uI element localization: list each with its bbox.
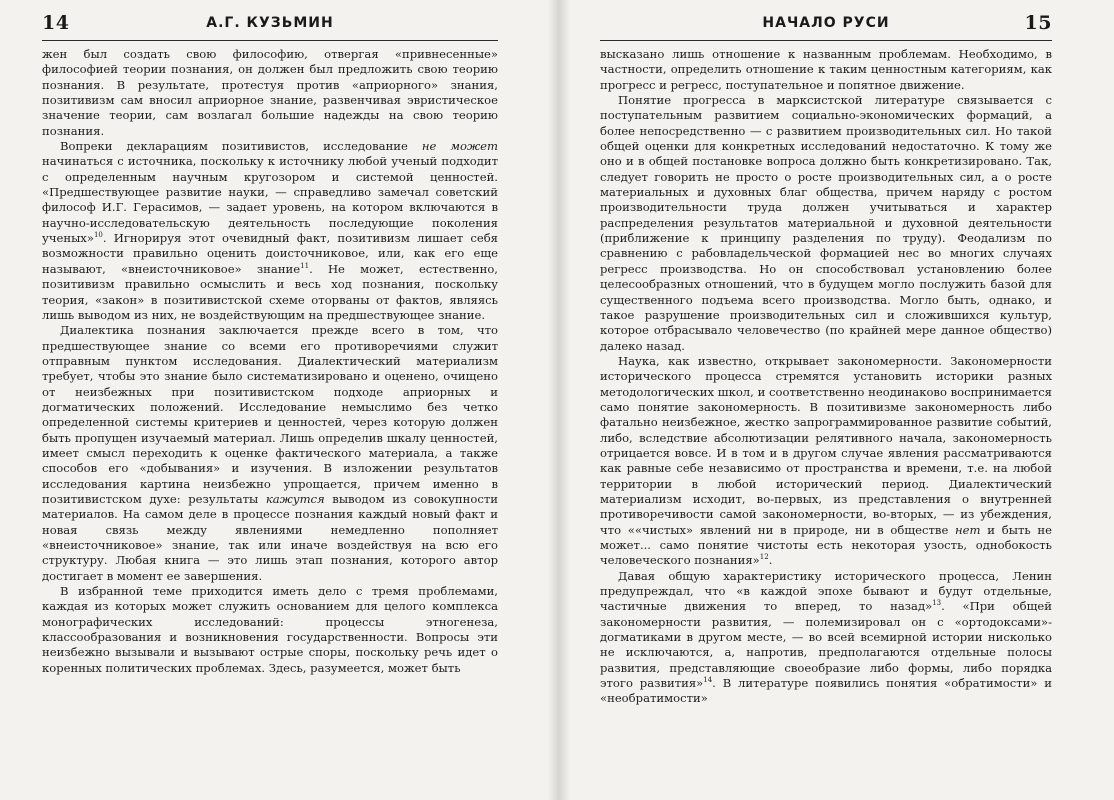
text-run: Понятие прогресса в марксистской литературе связывается с поступательным развитием социально-экономических формаций, а более непосредственно — с развитием производительных сил. Но такой общей оценки для конкретных исследований недостаточно. К тому же оно и в общей постановке вопроса должно быть конкретизировано. Так, следует говорить не просто о росте производительных сил, а о росте материальных и духовных благ общества, причем наряду с ростом производительности труда должен учитываться и характер распределения результатов материальной и духовной деятельности (приближение к принципу разделения по труду). Феодализм по сравнению с рабовладельческой формацией нес во многих случаях регресс производства. Но он способствовал установлению более целесообразных отношений, что в будущем могло послужить базой для существенного подъема всего производства. Могло быть, однако, и такое разрушение производительных сил и сложившихся культур, которое отбрасывало человечество (по крайней мере данное общество) далеко назад. [600, 93, 1052, 353]
text-run: Давая общую характеристику исторического процесса, Ленин предупреждал, что «в каждой эпохе бывают и будут отдельные, частичные движения то вперед, то назад» [600, 568, 1052, 614]
text-run: выводом из совокупности материалов. На самом деле в процессе познания каждый новый факт и новая связь между явлениями немедленно пополняет «внеисточниковое» знание, так или иначе воздействуя на всю его структуру. Любая книга — это лишь этап познания, которого автор достигает в момент ее завершения. [42, 491, 498, 583]
paragraph [42, 47, 498, 139]
emphasis-text: не может [421, 139, 498, 154]
left-running-head-title: А.Г. КУЗЬМИН [206, 15, 334, 31]
text-run: . «При общей закономерности развития, — полемизировал он с «ортодоксами»-догматиками в другом месте, — во всей всемирной истории нисколько не исключаются, а, напротив, предполагаются отдельные полосы развития, представляющие своеобразие либо формы, либо порядка этого развития» [600, 599, 1052, 691]
footnote-marker: 12 [759, 553, 769, 562]
text-run: . [768, 553, 773, 568]
right-page-text [600, 47, 1052, 707]
text-run: высказано лишь отношение к названным проблемам. Необходимо, в частности, определить отношение к таким ценностным категориям, как прогресс и регресс, поступательное и попятное движение. [600, 47, 1052, 92]
right-running-head [600, 12, 1052, 41]
right-page-number: 15 [1024, 12, 1052, 34]
left-page [42, 12, 498, 792]
footnote-marker: 11 [300, 261, 310, 270]
paragraph [42, 584, 498, 676]
text-run: начинаться с источника, поскольку к источнику любой ученый подходит с определенным научным кругозором и системой ценностей. «Предшествующее развитие науки, — справедливо замечал советский философ И.Г. Герасимов, — задает уровень, на котором включаются в научно-исследовательскую деятельность последующие поколения ученых» [42, 154, 498, 246]
paragraph [42, 323, 498, 584]
right-running-head-title: НАЧАЛО РУСИ [762, 15, 890, 31]
left-page-text [42, 47, 498, 676]
text-run: жен был создать свою философию, отвергая «привнесенные» философией теории познания, он должен был предложить свою теорию познания. В результате, протестуя против «априорного» знания, позитивизм сам вносил априорное знание, развенчивая эвристическое значение теории, сам возлагал большие надежды на свою теорию познания. [42, 47, 498, 138]
left-page-number: 14 [42, 12, 70, 34]
text-run: Наука, как известно, открывает закономерности. Закономерности исторического процесса стремятся установить историки разных методологических школ, и соответственно неодинаково воспринимается само понятие закономерность. В позитивизме закономерность либо фатально неизбежное, жестко запрограммированное развитие событий, либо, вследствие абсолютизации релятивного начала, закономерность отрицается вовсе. И в том и в другом случае явления рассматриваются как равные себе независимо от пространства и времени, т.е. на любой территории в любой исторический период. Диалектический материализм исходит, во-первых, из представления о внутренней противоречивости самой закономерности, во-вторых, — из убеждения, что ««чистых» явлений ни в природе, ни в обществе [600, 353, 1052, 537]
right-page [600, 12, 1052, 792]
paragraph [600, 569, 1052, 707]
text-run: Диалектика познания заключается прежде всего в том, что предшествующее знание со всеми его противоречиями служит отправным пунктом исследования. Диалектический материализм требует, чтобы это знание было систематизировано и оценено, очищено от неизбежных при позитивистском подходе априорных и догматических положений. Исследование немыслимо без четко определенной системы критериев и ценностей, через которую должен быть пропущен изучаемый материал. Лишь определив шкалу ценностей, имеет смысл переходить к оценке фактического материала, а также способов его «добывания» и изучения. В изложении результатов исследования картина неизбежно упрощается, причем именно в позитивистском духе: результаты [42, 323, 498, 506]
footnote-marker: 14 [703, 676, 713, 685]
paragraph [600, 354, 1052, 569]
text-run: и быть не может... само понятие чистоты есть некоторая узость, однобокость человеческого познания» [600, 522, 1052, 568]
paragraph [600, 93, 1052, 354]
book-gutter [548, 0, 570, 800]
paragraph [600, 47, 1052, 93]
paragraph [42, 139, 498, 323]
left-running-head [42, 12, 498, 41]
text-run: . Не может, естественно, позитивизм правильно осмыслить и весь ход познания, поскольку теория, «закон» в позитивистской схеме оторваны от фактов, являясь лишь выводом из них, не воздействующим на предшествующее знание. [42, 261, 498, 322]
emphasis-text: кажутся [265, 491, 325, 506]
text-run: . Игнорируя этот очевидный факт, позитивизм лишает себя возможности правильно оценить доисточниковое, или, как его еще называют, «внеисточниковое» знание [42, 231, 498, 276]
text-run: . В литературе появились понятия «обратимости» и «необратимости» [600, 676, 1052, 706]
footnote-marker: 10 [93, 231, 103, 240]
footnote-marker: 13 [932, 599, 942, 608]
emphasis-text: нет [955, 522, 981, 537]
text-run: Вопреки декларациям позитивистов, исследование [60, 139, 422, 154]
text-run: В избранной теме приходится иметь дело с тремя проблемами, каждая из которых может служить основанием для целого комплекса монографических исследований: процессы этногенеза, классообразования и возникновения государственности. Вопросы эти неизбежно вызывали и вызывают острые споры, поскольку речь идет о коренных политических проблемах. Здесь, разумеется, может быть [42, 584, 498, 675]
